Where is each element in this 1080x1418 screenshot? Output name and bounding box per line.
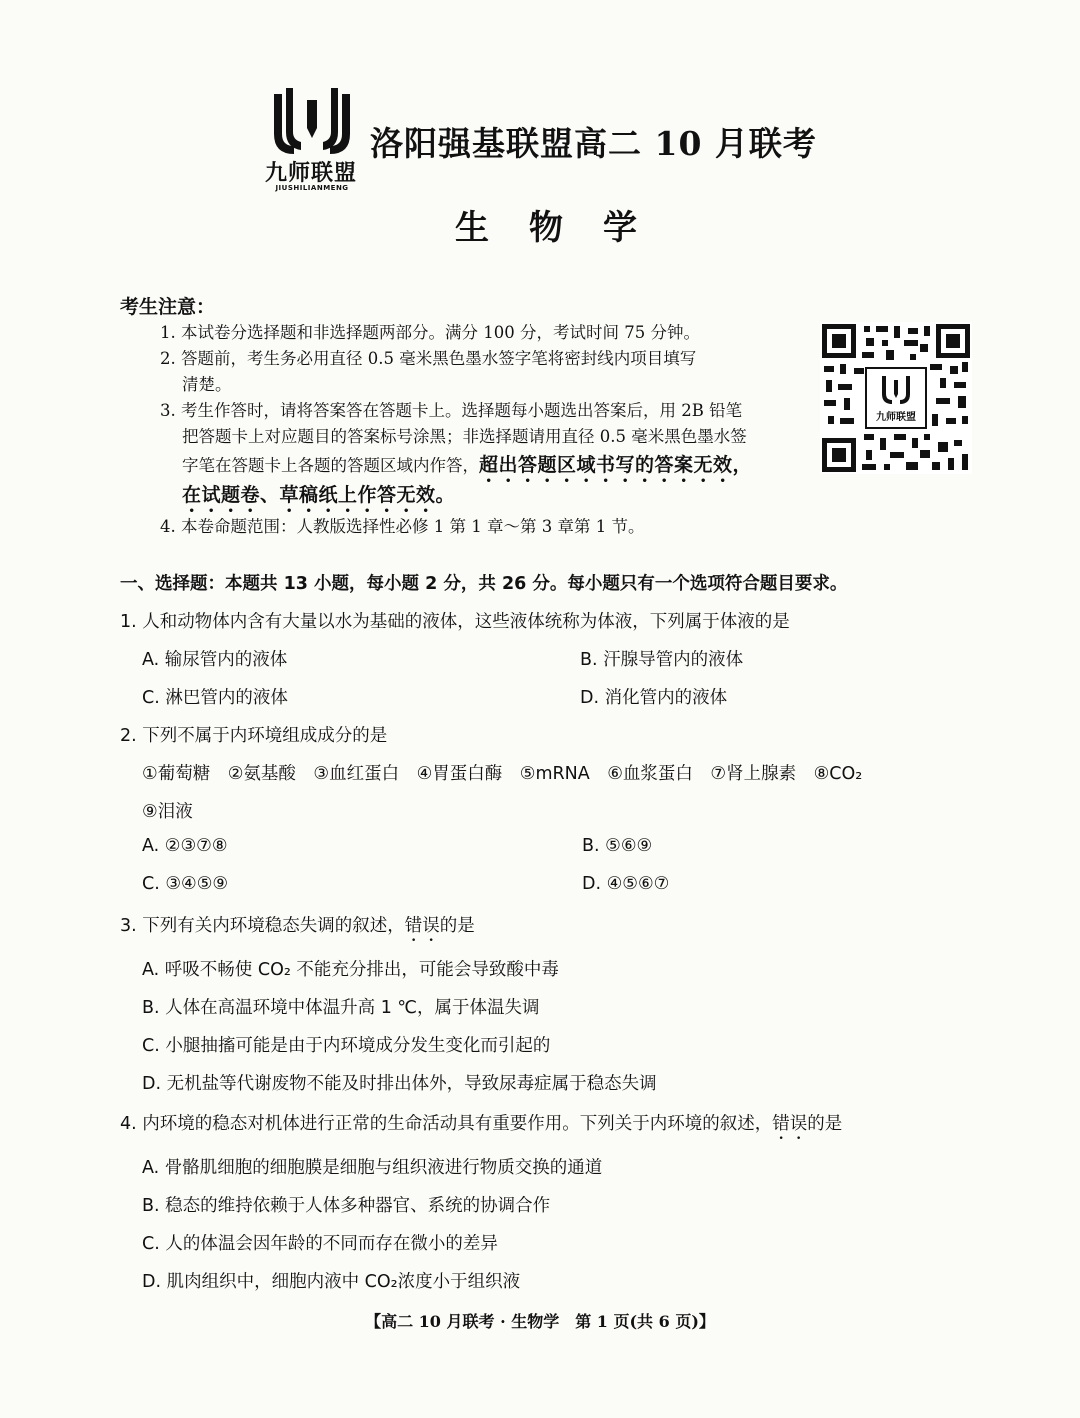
q4-option-c: C. 人的体温会因年龄的不同而存在微小的差异	[142, 1234, 498, 1254]
notice-item-3: 3. 考生作答时，请将答案答在答题卡上。选择题每小题选出答案后，用 2B 铅笔	[160, 401, 743, 420]
exam-title: 洛阳强基联盟高二 10 月联考	[370, 124, 817, 163]
q3-stem-text: 3. 下列有关内环境稳态失调的叙述，	[120, 916, 405, 936]
notice-emphasis-2: 在试题卷、草稿纸上作答无效。	[182, 484, 456, 506]
q1-stem: 1. 人和动物体内含有大量以水为基础的液体，这些液体统称为体液，下列属于体液的是	[120, 612, 790, 632]
q1-option-c: C. 淋巴管内的液体	[142, 688, 288, 708]
page-footer: 【高二 10 月联考 · 生物学 第 1 页(共 6 页)】	[365, 1312, 715, 1331]
q4-stem-emphasis: 错误	[772, 1114, 808, 1134]
q2-stem: 2. 下列不属于内环境组成成分的是	[120, 726, 388, 746]
q1-option-a: A. 输尿管内的液体	[142, 650, 288, 670]
q3-option-b: B. 人体在高温环境中体温升高 1 ℃，属于体温失调	[142, 998, 540, 1018]
q4-option-a: A. 骨骼肌细胞的细胞膜是细胞与组织液进行物质交换的通道	[142, 1158, 603, 1178]
logo-name: 九师联盟	[264, 161, 357, 186]
q3-option-a: A. 呼吸不畅使 CO₂ 不能充分排出，可能会导致酸中毒	[142, 960, 559, 980]
notice-emphasis: 超出答题区域书写的答案无效，	[479, 454, 753, 476]
q4-stem-end: 的是	[807, 1114, 843, 1134]
notice-item-3-text: 字笔在答题卡上各题的答题区域内作答，	[182, 456, 479, 475]
q3-option-c: C. 小腿抽搐可能是由于内环境成分发生变化而引起的	[142, 1036, 551, 1056]
notice-item-3-line4	[182, 482, 455, 517]
q2-items-cont: ⑨泪液	[142, 802, 193, 822]
logo-mark-icon	[252, 84, 372, 164]
notice-item-1: 1. 本试卷分选择题和非选择题两部分。满分 100 分，考试时间 75 分钟。	[160, 323, 700, 342]
q4-option-d: D. 肌肉组织中，细胞内液中 CO₂浓度小于组织液	[142, 1272, 521, 1292]
qr-badge-text: 九师联盟	[876, 412, 916, 423]
notice-item-2: 2. 答题前，考生务必用直径 0.5 毫米黑色墨水签字笔将密封线内项目填写	[160, 349, 697, 368]
q4-option-b: B. 稳态的维持依赖于人体多种器官、系统的协调合作	[142, 1196, 551, 1216]
q2-option-c: C. ③④⑤⑨	[142, 874, 229, 894]
logo-romanized: JIUSHILIANMENG	[275, 184, 349, 192]
q1-option-d: D. 消化管内的液体	[580, 688, 728, 708]
q2-option-b: B. ⑤⑥⑨	[582, 836, 653, 856]
qr-code[interactable]	[820, 322, 972, 474]
q4-stem-text: 4. 内环境的稳态对机体进行正常的生命活动具有重要作用。下列关于内环境的叙述，	[120, 1114, 773, 1134]
q3-stem-emphasis: 错误	[404, 916, 440, 936]
q2-items: ①葡萄糖 ②氨基酸 ③血红蛋白 ④胃蛋白酶 ⑤mRNA ⑥血浆蛋白 ⑦肾上腺素 ⑧CO₂	[142, 764, 863, 784]
q3-option-d: D. 无机盐等代谢废物不能及时排出体外，导致尿毒症属于稳态失调	[142, 1074, 657, 1094]
q4-stem	[120, 1110, 842, 1144]
qr-code-icon	[820, 322, 972, 474]
notice-item-3-cont: 把答题卡上对应题目的答案标号涂黑；非选择题请用直径 0.5 毫米黑色墨水签	[182, 427, 747, 446]
section-heading: 一、选择题：本题共 13 小题，每小题 2 分，共 26 分。每小题只有一个选项符合题目要求。	[120, 574, 848, 594]
notice-item-2-cont: 清楚。	[182, 375, 232, 394]
q1-option-b: B. 汗腺导管内的液体	[580, 650, 744, 670]
q3-stem-end: 的是	[439, 916, 475, 936]
q3-stem	[120, 912, 475, 946]
q2-option-d: D. ④⑤⑥⑦	[582, 874, 670, 894]
notice-item-4: 4. 本卷命题范围：人教版选择性必修 1 第 1 章～第 3 章第 1 节。	[160, 517, 645, 536]
subject-title: 生物学	[455, 208, 677, 248]
notice-heading: 考生注意：	[120, 296, 216, 318]
q2-option-a: A. ②③⑦⑧	[142, 836, 228, 856]
